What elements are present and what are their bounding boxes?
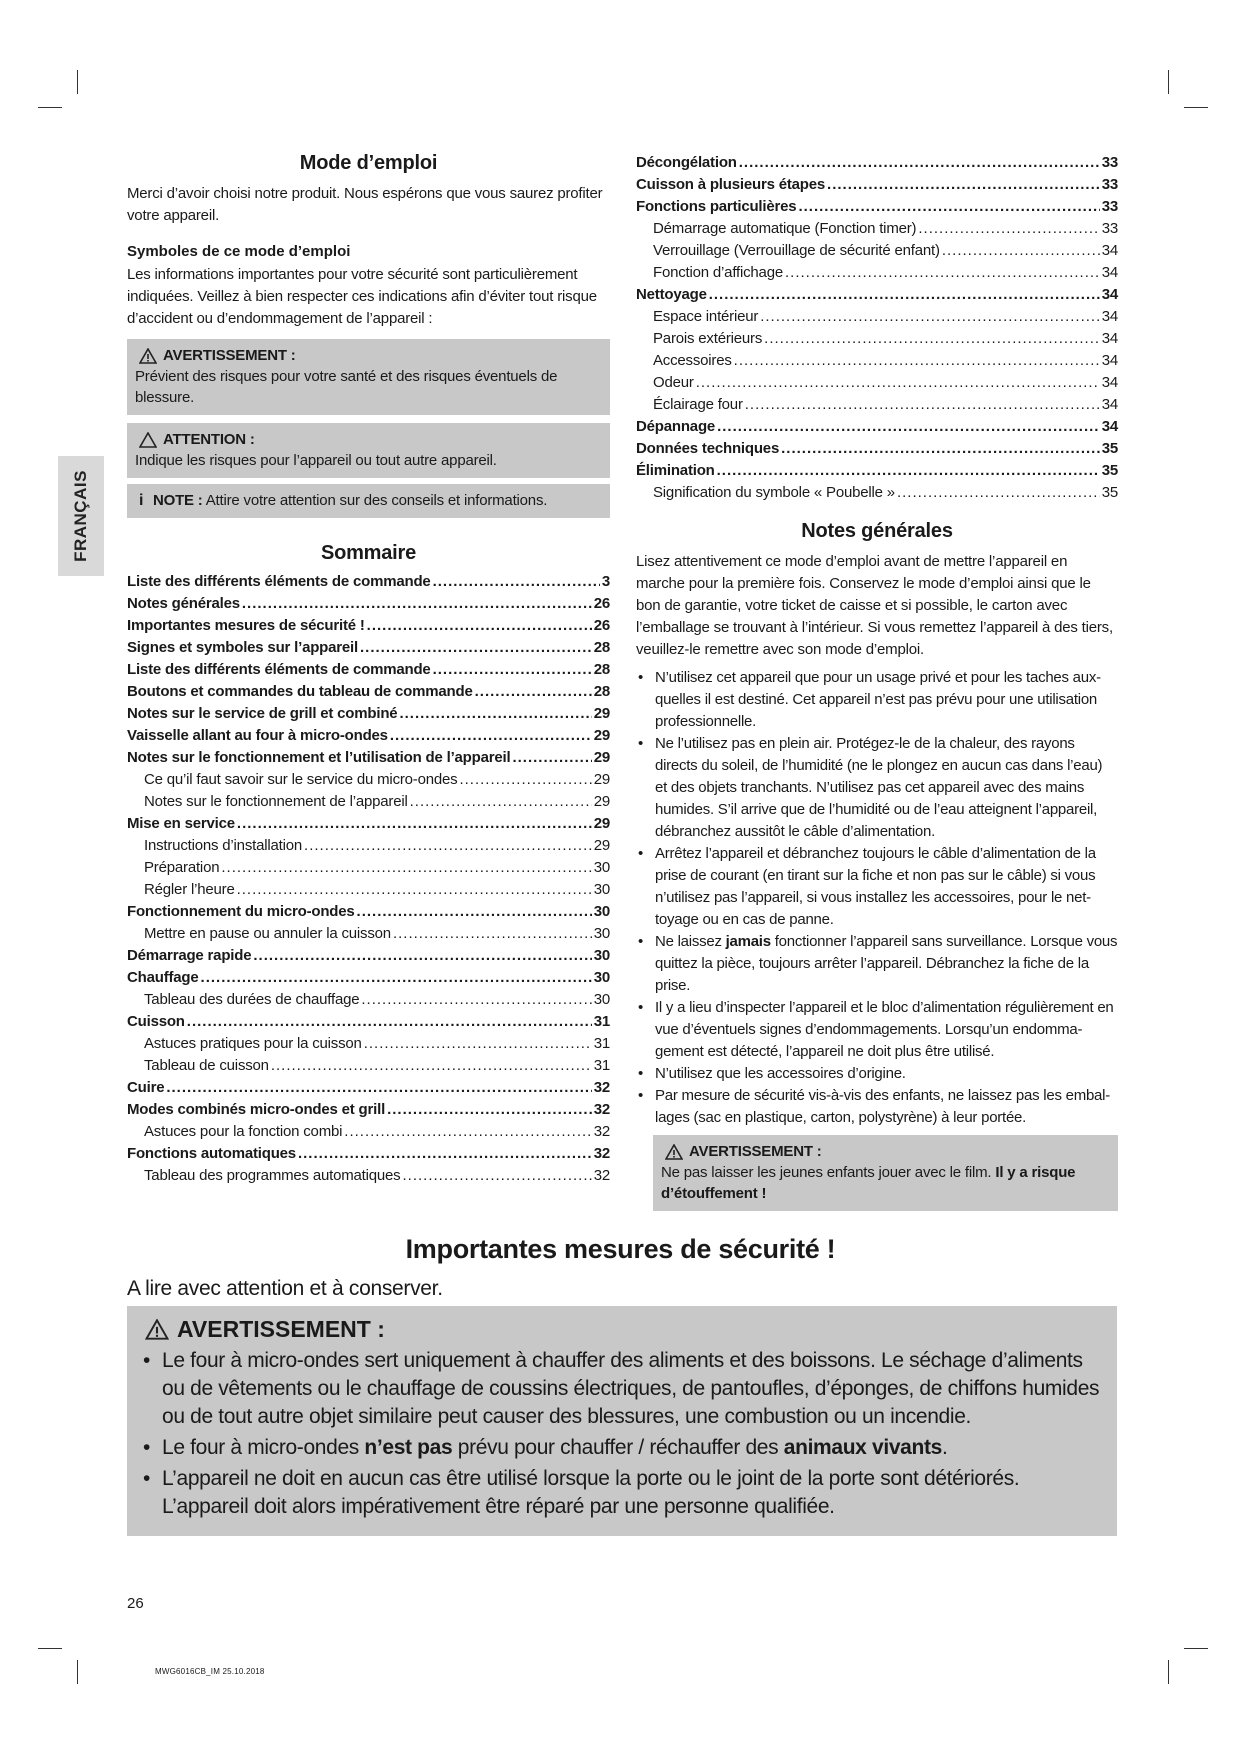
toc-entry-page: 29 <box>593 727 610 744</box>
crop-mark <box>38 1648 62 1649</box>
toc-leader-dots <box>717 416 1100 438</box>
toc-entry-page: 35 <box>1101 440 1118 457</box>
toc-entry-page: 35 <box>1101 484 1118 501</box>
safety-warning-head: AVERTISSEMENT : <box>177 1316 385 1342</box>
toc-leader-dots <box>201 967 592 989</box>
safety-bullet-pre: Le four à micro-ondes <box>162 1436 365 1459</box>
toc-leader-dots <box>166 1077 591 1099</box>
toc-entry-label: Signification du symbole « Poubelle » <box>653 484 895 501</box>
toc-entry <box>127 967 610 989</box>
toc-leader-dots <box>399 703 591 725</box>
toc-leader-dots <box>402 1165 591 1187</box>
toc-entry-page: 34 <box>1101 330 1118 347</box>
toc-leader-dots <box>253 945 591 967</box>
toc-entry <box>127 901 610 923</box>
notes-bullet-pre: N’utilisez que les accessoires d’origine. <box>655 1065 906 1082</box>
toc-entry <box>636 306 1118 328</box>
toc-entry-page: 34 <box>1101 242 1118 259</box>
toc-entry-label: Notes générales <box>127 595 240 612</box>
toc-entry <box>636 328 1118 350</box>
child-warning-bold: Il y a risque d’étouffement ! <box>661 1164 1076 1202</box>
toc-entry-page: 34 <box>1101 352 1118 369</box>
child-warning-head: AVERTISSEMENT : <box>689 1143 822 1160</box>
note-text: Attire votre attention sur des conseils et informations. <box>205 492 548 509</box>
toc-entry-page: 34 <box>1101 264 1118 281</box>
crop-mark <box>1168 70 1169 94</box>
toc-leader-dots <box>367 615 592 637</box>
toc-entry <box>127 1121 610 1143</box>
toc-leader-dots <box>717 460 1100 482</box>
toc-entry-page: 26 <box>593 617 610 634</box>
notes-bullet-pre: Arrêtez l’appareil et débranchez toujours le câble d’alimentation de la prise de courant (en tirant sur la fiche et non pas sur le câble) si vous n’utilisez pas l’appareil, si vous installez les accessoires, pour le nettoyage ou en cas de panne. <box>655 845 1096 928</box>
toc-entry-label: Dépannage <box>636 418 716 435</box>
notes-bullet-pre: Il y a lieu d’inspecter l’appareil et le bloc d’alimentation régulièrement en vue d’éventuels signes d’endommagements. Lorsqu’un endommagement est détecté, l’appareil ne doit plus être utilisé. <box>655 999 1114 1060</box>
toc-entry <box>636 218 1118 240</box>
toc-entry-label: Mise en service <box>127 815 235 832</box>
info-icon: i <box>139 492 144 509</box>
safety-bullet-pre: L’appareil ne doit en aucun cas être utilisé lorsque la porte ou le joint de la porte sont détériorés. L’appareil doit alors impérativement être réparé par une personne qualifiée. <box>162 1467 1020 1518</box>
toc-entry-label: Démarrage automatique (Fonction timer) <box>653 220 917 237</box>
toc-entry <box>127 747 610 769</box>
toc-entry-page: 34 <box>1101 286 1118 303</box>
footer-code: MWG6016CB_IM 25.10.2018 <box>155 1667 265 1676</box>
page-number: 26 <box>127 1595 144 1612</box>
crop-mark <box>1184 1648 1208 1649</box>
toc-entry-label: Importantes mesures de sécurité ! <box>127 617 365 634</box>
toc-entry-page: 33 <box>1101 176 1118 193</box>
toc-entry-label: Notes sur le fonctionnement et l’utilisation de l’appareil <box>127 749 511 766</box>
safety-bullet-post: . <box>941 1436 948 1459</box>
toc-entry <box>127 879 610 901</box>
warning-triangle-icon <box>139 348 157 364</box>
toc-entry-label: Parois extérieurs <box>653 330 763 347</box>
safety-bullet-mid: prévu pour chauffer / réchauffer des <box>452 1436 784 1459</box>
right-column <box>636 152 1118 1211</box>
toc-entry <box>127 637 610 659</box>
toc-entry-page: 34 <box>1101 396 1118 413</box>
toc-entry <box>127 1165 610 1187</box>
toc-leader-dots <box>221 857 591 879</box>
toc-entry <box>636 262 1118 284</box>
toc-entry-label: Fonctions particulières <box>636 198 797 215</box>
safety-bullet-bold2: animaux vivants <box>783 1436 942 1459</box>
toc-leader-dots <box>410 791 592 813</box>
toc-entry-label: Boutons et commandes du tableau de commande <box>127 683 473 700</box>
attention-head: ATTENTION : <box>163 431 255 448</box>
crop-mark <box>38 107 62 108</box>
intro-text: Merci d’avoir choisi notre produit. Nous espérons que vous saurez profiter votre appareil. <box>127 185 603 224</box>
toc-leader-dots <box>798 196 1099 218</box>
toc-entry-label: Cuisson à plusieurs étapes <box>636 176 826 193</box>
toc-entry-page: 30 <box>593 925 610 942</box>
toc-entry-page: 30 <box>593 947 610 964</box>
safety-warning-box <box>127 1306 1117 1536</box>
toc-leader-dots <box>298 1143 592 1165</box>
toc-right <box>636 152 1118 504</box>
toc-leader-dots <box>187 1011 592 1033</box>
safety-intro: A lire avec attention et à conserver. <box>127 1277 443 1300</box>
toc-leader-dots <box>390 725 592 747</box>
toc-entry-label: Démarrage rapide <box>127 947 252 964</box>
toc-entry-page: 34 <box>1101 374 1118 391</box>
toc-entry-label: Préparation <box>144 859 220 876</box>
toc-entry-page: 29 <box>593 793 610 810</box>
attention-triangle-icon <box>139 432 157 448</box>
notes-bullet-bold: jamais <box>725 933 771 950</box>
toc-entry <box>127 769 610 791</box>
safety-bullet-bold1: n’est pas <box>364 1436 453 1459</box>
toc-leader-dots <box>760 306 1100 328</box>
toc-leader-dots <box>361 989 591 1011</box>
notes-bullet-list <box>636 667 1118 1129</box>
toc-entry-page: 34 <box>1101 418 1118 435</box>
toc-leader-dots <box>764 328 1100 350</box>
toc-entry-label: Mettre en pause ou annuler la cuisson <box>144 925 391 942</box>
safety-bullet-pre: Le four à micro-ondes sert uniquement à chauffer des aliments et des boissons. Le séchage d’aliments ou de vêtements ou le chauffage de coussins électriques, de pantoufles, d’éponges, de chiffons humides ou de tout autre objet similaire peut causer des blessures, une combustion ou un incendie. <box>162 1349 1100 1428</box>
toc-entry-label: Accessoires <box>653 352 732 369</box>
attention-box <box>127 423 610 478</box>
toc-entry-page: 31 <box>593 1057 610 1074</box>
toc-entry-page: 29 <box>593 837 610 854</box>
toc-entry <box>127 989 610 1011</box>
toc-entry-label: Élimination <box>636 462 715 479</box>
toc-leader-dots <box>393 923 592 945</box>
toc-leader-dots <box>433 571 600 593</box>
toc-leader-dots <box>242 593 592 615</box>
toc-entry-label: Fonctionnement du micro-ondes <box>127 903 355 920</box>
warning-box <box>127 339 610 415</box>
toc-leader-dots <box>734 350 1100 372</box>
toc-entry-label: Cuire <box>127 1079 165 1096</box>
toc-entry <box>636 460 1118 482</box>
toc-entry-label: Cuisson <box>127 1013 185 1030</box>
warning-triangle-icon <box>665 1144 683 1160</box>
toc-left <box>127 571 610 1187</box>
toc-leader-dots <box>237 879 592 901</box>
toc-entry <box>127 593 610 615</box>
toc-entry-page: 29 <box>593 771 610 788</box>
toc-entry <box>636 372 1118 394</box>
toc-leader-dots <box>781 438 1100 460</box>
toc-entry-label: Fonction d’affichage <box>653 264 783 281</box>
toc-entry-page: 34 <box>1101 308 1118 325</box>
toc-entry <box>636 240 1118 262</box>
notes-bullet-pre: Ne laissez <box>655 933 726 950</box>
toc-entry <box>636 394 1118 416</box>
toc-entry <box>636 482 1118 504</box>
toc-entry-label: Régler l’heure <box>144 881 235 898</box>
toc-entry <box>636 284 1118 306</box>
crop-mark <box>77 70 78 94</box>
toc-entry <box>127 813 610 835</box>
toc-entry <box>127 1033 610 1055</box>
notes-bullet-item <box>636 1085 1118 1129</box>
toc-leader-dots <box>357 901 592 923</box>
toc-entry-page: 31 <box>593 1035 610 1052</box>
toc-entry-label: Liste des différents éléments de commande <box>127 573 431 590</box>
toc-entry-label: Espace intérieur <box>653 308 759 325</box>
notes-bullet-item <box>636 997 1118 1063</box>
note-box <box>127 484 610 518</box>
toc-entry-page: 3 <box>601 573 610 590</box>
toc-entry-label: Vaisselle allant au four à micro-ondes <box>127 727 388 744</box>
toc-entry <box>127 1099 610 1121</box>
toc-entry-page: 30 <box>593 991 610 1008</box>
toc-leader-dots <box>942 240 1100 262</box>
toc-entry-page: 29 <box>593 815 610 832</box>
notes-bullet-pre: N’utilisez cet appareil que pour un usage privé et pour les taches auxquelles il est destiné. Cet appareil n’est pas prévu pour une utilisation professionnelle. <box>655 669 1102 730</box>
toc-entry <box>127 1011 610 1033</box>
toc-entry-label: Odeur <box>653 374 694 391</box>
toc-leader-dots <box>785 262 1100 284</box>
toc-entry <box>127 791 610 813</box>
toc-entry-label: Ce qu’il faut savoir sur le service du micro-ondes <box>144 771 458 788</box>
toc-entry-label: Instructions d’installation <box>144 837 303 854</box>
language-tab <box>58 456 104 576</box>
toc-entry-label: Tableau des durées de chauffage <box>144 991 360 1008</box>
toc-entry <box>127 571 610 593</box>
toc-entry-label: Notes sur le service de grill et combiné <box>127 705 398 722</box>
crop-mark <box>1184 107 1208 108</box>
toc-entry-page: 30 <box>593 859 610 876</box>
toc-leader-dots <box>918 218 1099 240</box>
toc-entry-page: 33 <box>1101 220 1118 237</box>
toc-entry-page: 33 <box>1101 198 1118 215</box>
toc-entry-page: 29 <box>593 749 610 766</box>
mode-emploi-title: Mode d’emploi <box>299 152 438 174</box>
toc-leader-dots <box>897 482 1100 504</box>
crop-mark <box>1168 1660 1169 1684</box>
toc-entry <box>127 615 610 637</box>
toc-entry-label: Tableau des programmes automatiques <box>144 1167 401 1184</box>
toc-leader-dots <box>459 769 591 791</box>
toc-entry-label: Fonctions automatiques <box>127 1145 296 1162</box>
toc-entry <box>636 152 1118 174</box>
notes-bullet-item <box>636 931 1118 997</box>
sommaire-title: Sommaire <box>320 542 417 564</box>
toc-entry <box>636 196 1118 218</box>
toc-leader-dots <box>739 152 1100 174</box>
toc-entry <box>127 835 610 857</box>
toc-entry-page: 35 <box>1101 462 1118 479</box>
warning-triangle-icon <box>145 1319 169 1340</box>
toc-entry <box>636 350 1118 372</box>
toc-entry-page: 28 <box>593 661 610 678</box>
toc-entry-page: 30 <box>593 881 610 898</box>
toc-entry-page: 33 <box>1101 154 1118 171</box>
toc-entry-page: 32 <box>593 1145 610 1162</box>
safety-title: Importantes mesures de sécurité ! <box>405 1234 836 1264</box>
toc-leader-dots <box>364 1033 592 1055</box>
toc-leader-dots <box>360 637 592 659</box>
toc-entry <box>127 945 610 967</box>
toc-entry-label: Liste des différents éléments de commande <box>127 661 431 678</box>
toc-entry <box>127 923 610 945</box>
toc-entry <box>636 416 1118 438</box>
notes-bullet-pre: Ne l’utilisez pas en plein air. Protégez-le de la chaleur, des rayons directs du soleil, de l’humidité (ne le plongez en aucun cas dans l’eau) et des objets tranchants. N’utilisez pas cet appareil avec des mains humides. S’il arrive que de l’humidité ou de l’eau atteignent l’appareil, débranchez aussitôt le câble d’alimentation. <box>655 735 1103 840</box>
toc-entry-page: 28 <box>593 683 610 700</box>
toc-leader-dots <box>512 747 591 769</box>
toc-entry-page: 32 <box>593 1101 610 1118</box>
toc-leader-dots <box>237 813 592 835</box>
toc-entry-page: 32 <box>593 1079 610 1096</box>
toc-entry <box>127 681 610 703</box>
toc-entry-page: 32 <box>593 1123 610 1140</box>
notes-bullet-post: fonctionner l’appareil sans surveillance. Lorsque vous quittez la pièce, toujours arrêter l’appareil. Débranchez la fiche de la prise. <box>655 933 1118 994</box>
toc-entry-page: 32 <box>593 1167 610 1184</box>
toc-entry-label: Modes combinés micro-ondes et grill <box>127 1101 386 1118</box>
toc-entry <box>127 1077 610 1099</box>
toc-entry <box>127 659 610 681</box>
toc-leader-dots <box>745 394 1100 416</box>
toc-entry-label: Notes sur le fonctionnement de l’appareil <box>144 793 408 810</box>
toc-entry-page: 29 <box>593 705 610 722</box>
crop-mark <box>77 1660 78 1684</box>
toc-entry-label: Astuces pour la fonction combi <box>144 1123 343 1140</box>
notes-bullet-pre: Par mesure de sécurité vis-à-vis des enfants, ne laissez pas les emballages (sac en plastique, carton, polystyrène) à leur portée. <box>655 1087 1111 1126</box>
notes-bullet-item <box>636 733 1118 843</box>
toc-leader-dots <box>709 284 1100 306</box>
toc-entry-label: Décongélation <box>636 154 737 171</box>
toc-entry <box>127 1055 610 1077</box>
toc-leader-dots <box>475 681 592 703</box>
toc-entry-label: Éclairage four <box>653 396 743 413</box>
notes-intro: Lisez attentivement ce mode d’emploi avant de mettre l’appareil en marche pour la première fois. Conservez le mode d’emploi ainsi que le bon de garantie, votre ticket de caisse et si possible, le carton avec l’emballage se trouvant à l’intérieur. Si vous remettez l’appareil à des tiers, veuillez-le remettre avec son mode d’emploi. <box>636 553 1113 658</box>
safety-bullet-item <box>137 1434 1107 1462</box>
toc-entry <box>636 438 1118 460</box>
toc-entry-page: 30 <box>593 903 610 920</box>
notes-bullet-item <box>636 843 1118 931</box>
safety-bullet-list <box>137 1347 1107 1521</box>
toc-leader-dots <box>433 659 592 681</box>
toc-leader-dots <box>271 1055 592 1077</box>
symbols-text: Les informations importantes pour votre sécurité sont particulièrement indiquées. Veillez à bien respecter ces indications afin d’éviter tout risque d’accident ou d’endommagement de l’appareil : <box>127 266 597 327</box>
notes-generales-title: Notes générales <box>801 520 953 542</box>
warning-head: AVERTISSEMENT : <box>163 347 296 364</box>
toc-entry-page: 31 <box>593 1013 610 1030</box>
toc-entry <box>127 725 610 747</box>
left-column <box>127 152 610 1187</box>
toc-leader-dots <box>387 1099 592 1121</box>
toc-entry-label: Chauffage <box>127 969 199 986</box>
notes-bullet-item <box>636 667 1118 733</box>
safety-bullet-item <box>137 1347 1107 1431</box>
toc-leader-dots <box>344 1121 591 1143</box>
note-head: NOTE : <box>152 492 203 509</box>
toc-leader-dots <box>696 372 1100 394</box>
toc-entry-page: 26 <box>593 595 610 612</box>
toc-entry-page: 30 <box>593 969 610 986</box>
toc-entry-label: Tableau de cuisson <box>144 1057 269 1074</box>
toc-leader-dots <box>304 835 592 857</box>
toc-entry-label: Données techniques <box>636 440 780 457</box>
toc-entry-label: Astuces pratiques pour la cuisson <box>144 1035 362 1052</box>
child-warning-text: Ne pas laisser les jeunes enfants jouer avec le film. <box>661 1164 996 1181</box>
toc-entry <box>127 1143 610 1165</box>
safety-bullet-item <box>137 1465 1107 1521</box>
toc-entry <box>127 857 610 879</box>
notes-bullet-item <box>636 1063 1118 1085</box>
toc-entry-label: Nettoyage <box>636 286 707 303</box>
attention-text: Indique les risques pour l’appareil ou tout autre appareil. <box>135 452 497 469</box>
toc-leader-dots <box>827 174 1100 196</box>
symbols-heading: Symboles de ce mode d’emploi <box>127 243 351 260</box>
child-warning-box <box>653 1135 1118 1211</box>
toc-entry-label: Verrouillage (Verrouillage de sécurité enfant) <box>653 242 940 259</box>
toc-entry <box>636 174 1118 196</box>
toc-entry-label: Signes et symboles sur l’appareil <box>127 639 358 656</box>
toc-entry-page: 28 <box>593 639 610 656</box>
language-tab-label: FRANÇAIS <box>71 470 90 562</box>
toc-entry <box>127 703 610 725</box>
warning-text: Prévient des risques pour votre santé et des risques éventuels de blessure. <box>135 368 558 406</box>
